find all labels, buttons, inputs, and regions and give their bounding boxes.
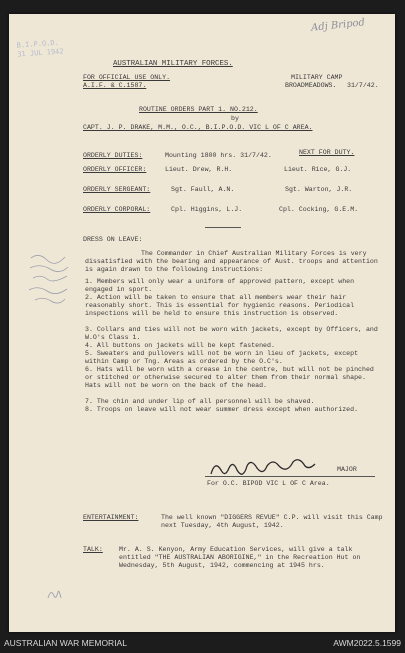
archive-name: AUSTRALIAN WAR MEMORIAL bbox=[4, 638, 127, 648]
signature-scrawl bbox=[205, 458, 335, 482]
dress-item: 1. Members will only wear a uniform of approved pattern, except when engaged in sport. bbox=[85, 278, 355, 293]
dress-item: 2. Action will be taken to ensure that all members wear their hair reasonably short. This is essential for hygienic reasons. Periodical inspections will be held to ensure this instruction is observed. bbox=[85, 294, 355, 317]
handwritten-note: Adj Bripod bbox=[310, 17, 366, 34]
dress-item: 6. Hats will be worn with a crease in the centre, but will not be pinched or stitched or otherwise secured to alter them from their normal shape. Hats will not be worn on the back of the head. bbox=[85, 366, 374, 389]
separator-dash bbox=[205, 227, 241, 228]
duty-next: Cpl. Cocking, G.E.M. bbox=[279, 206, 359, 213]
signature-rank: MAJOR bbox=[337, 466, 357, 473]
duty-current: Sgt. Faull, A.N. bbox=[171, 186, 235, 193]
duty-label: ORDERLY OFFICER: bbox=[83, 166, 147, 173]
dress-item: 8. Troops on leave will not wear summer dress except when authorized. bbox=[85, 406, 359, 413]
duty-next: Lieut. Rice, G.J. bbox=[284, 166, 352, 173]
talk-label: TALK: bbox=[83, 546, 103, 553]
duty-label: ORDERLY DUTIES: bbox=[83, 152, 143, 159]
dress-heading: DRESS ON LEAVE: bbox=[83, 236, 143, 243]
dress-item: 7. The chin and under lip of all personnel will be shaved. bbox=[85, 398, 315, 405]
dress-item: 5. Sweaters and pullovers will not be worn in lieu of jackets, except within Camp or Tng. Areas as ordered by the O.C's. bbox=[85, 350, 359, 365]
archive-footer bbox=[0, 634, 405, 653]
official-ref-line: A.I.F. & C.1587. bbox=[83, 82, 147, 89]
orders-by: by bbox=[231, 115, 239, 122]
duty-current: Lieut. Drew, R.H. bbox=[165, 166, 233, 173]
archive-reference: AWM2022.5.1599 bbox=[333, 638, 401, 648]
talk-text: Mr. A. S. Kenyon, Army Education Services, will give a talk entitled "THE AUSTRALIAN ABORIGINE," in the Recreation Hut on Wednesday, 5th August, 1942, commencing at 1945 hrs. bbox=[119, 546, 361, 569]
document-title: AUSTRALIAN MILITARY FORCES. bbox=[113, 60, 233, 68]
duty-mounting: Mounting 1800 hrs. 31/7/42. bbox=[165, 152, 272, 159]
document-page bbox=[9, 14, 395, 632]
duty-label: ORDERLY CORPORAL: bbox=[83, 206, 151, 213]
duty-next: Sgt. Warton, J.R. bbox=[285, 186, 353, 193]
margin-initials bbox=[45, 586, 63, 602]
entertainment-label: ENTERTAINMENT: bbox=[83, 514, 139, 521]
dress-intro: The Commander in Chief Australian Military Forces is very dissatisfied with the bearing and appearance of Aust. troops and attention is again drawn to the following instructions: bbox=[85, 250, 378, 273]
orders-title: ROUTINE ORDERS PART 1. NO.212. bbox=[139, 106, 258, 113]
dress-item: 4. All buttons on jackets will be kept fastened. bbox=[85, 342, 275, 349]
camp-name: MILITARY CAMP bbox=[291, 74, 343, 81]
duty-label: ORDERLY SERGEANT: bbox=[83, 186, 151, 193]
margin-handwriting bbox=[27, 246, 73, 312]
duty-current: Cpl. Higgins, L.J. bbox=[171, 206, 243, 213]
received-stamp: B.I.P.O.D. 31 JUL 1942 bbox=[16, 38, 64, 59]
entertainment-text: The well known "DIGGERS REVUE" C.P. will visit this Camp next Tuesday, 4th August, 1942. bbox=[161, 514, 383, 529]
signature-line bbox=[205, 476, 375, 477]
signature-for-line: For O.C. BIPOD VIC L OF C Area. bbox=[207, 480, 330, 487]
document-date: 31/7/42. bbox=[347, 82, 379, 89]
next-for-duty-heading: NEXT FOR DUTY. bbox=[299, 149, 355, 156]
official-use-line: FOR OFFICIAL USE ONLY. bbox=[83, 74, 171, 81]
camp-location: BROADMEADOWS. bbox=[285, 82, 337, 89]
orders-author: CAPT. J. P. DRAKE, M.M., O.C., B.I.P.O.D. VIC L OF C AREA. bbox=[83, 124, 313, 131]
dress-item: 3. Collars and ties will not be worn with jackets, except by Officers, and W.O's Class 1. bbox=[85, 326, 378, 341]
